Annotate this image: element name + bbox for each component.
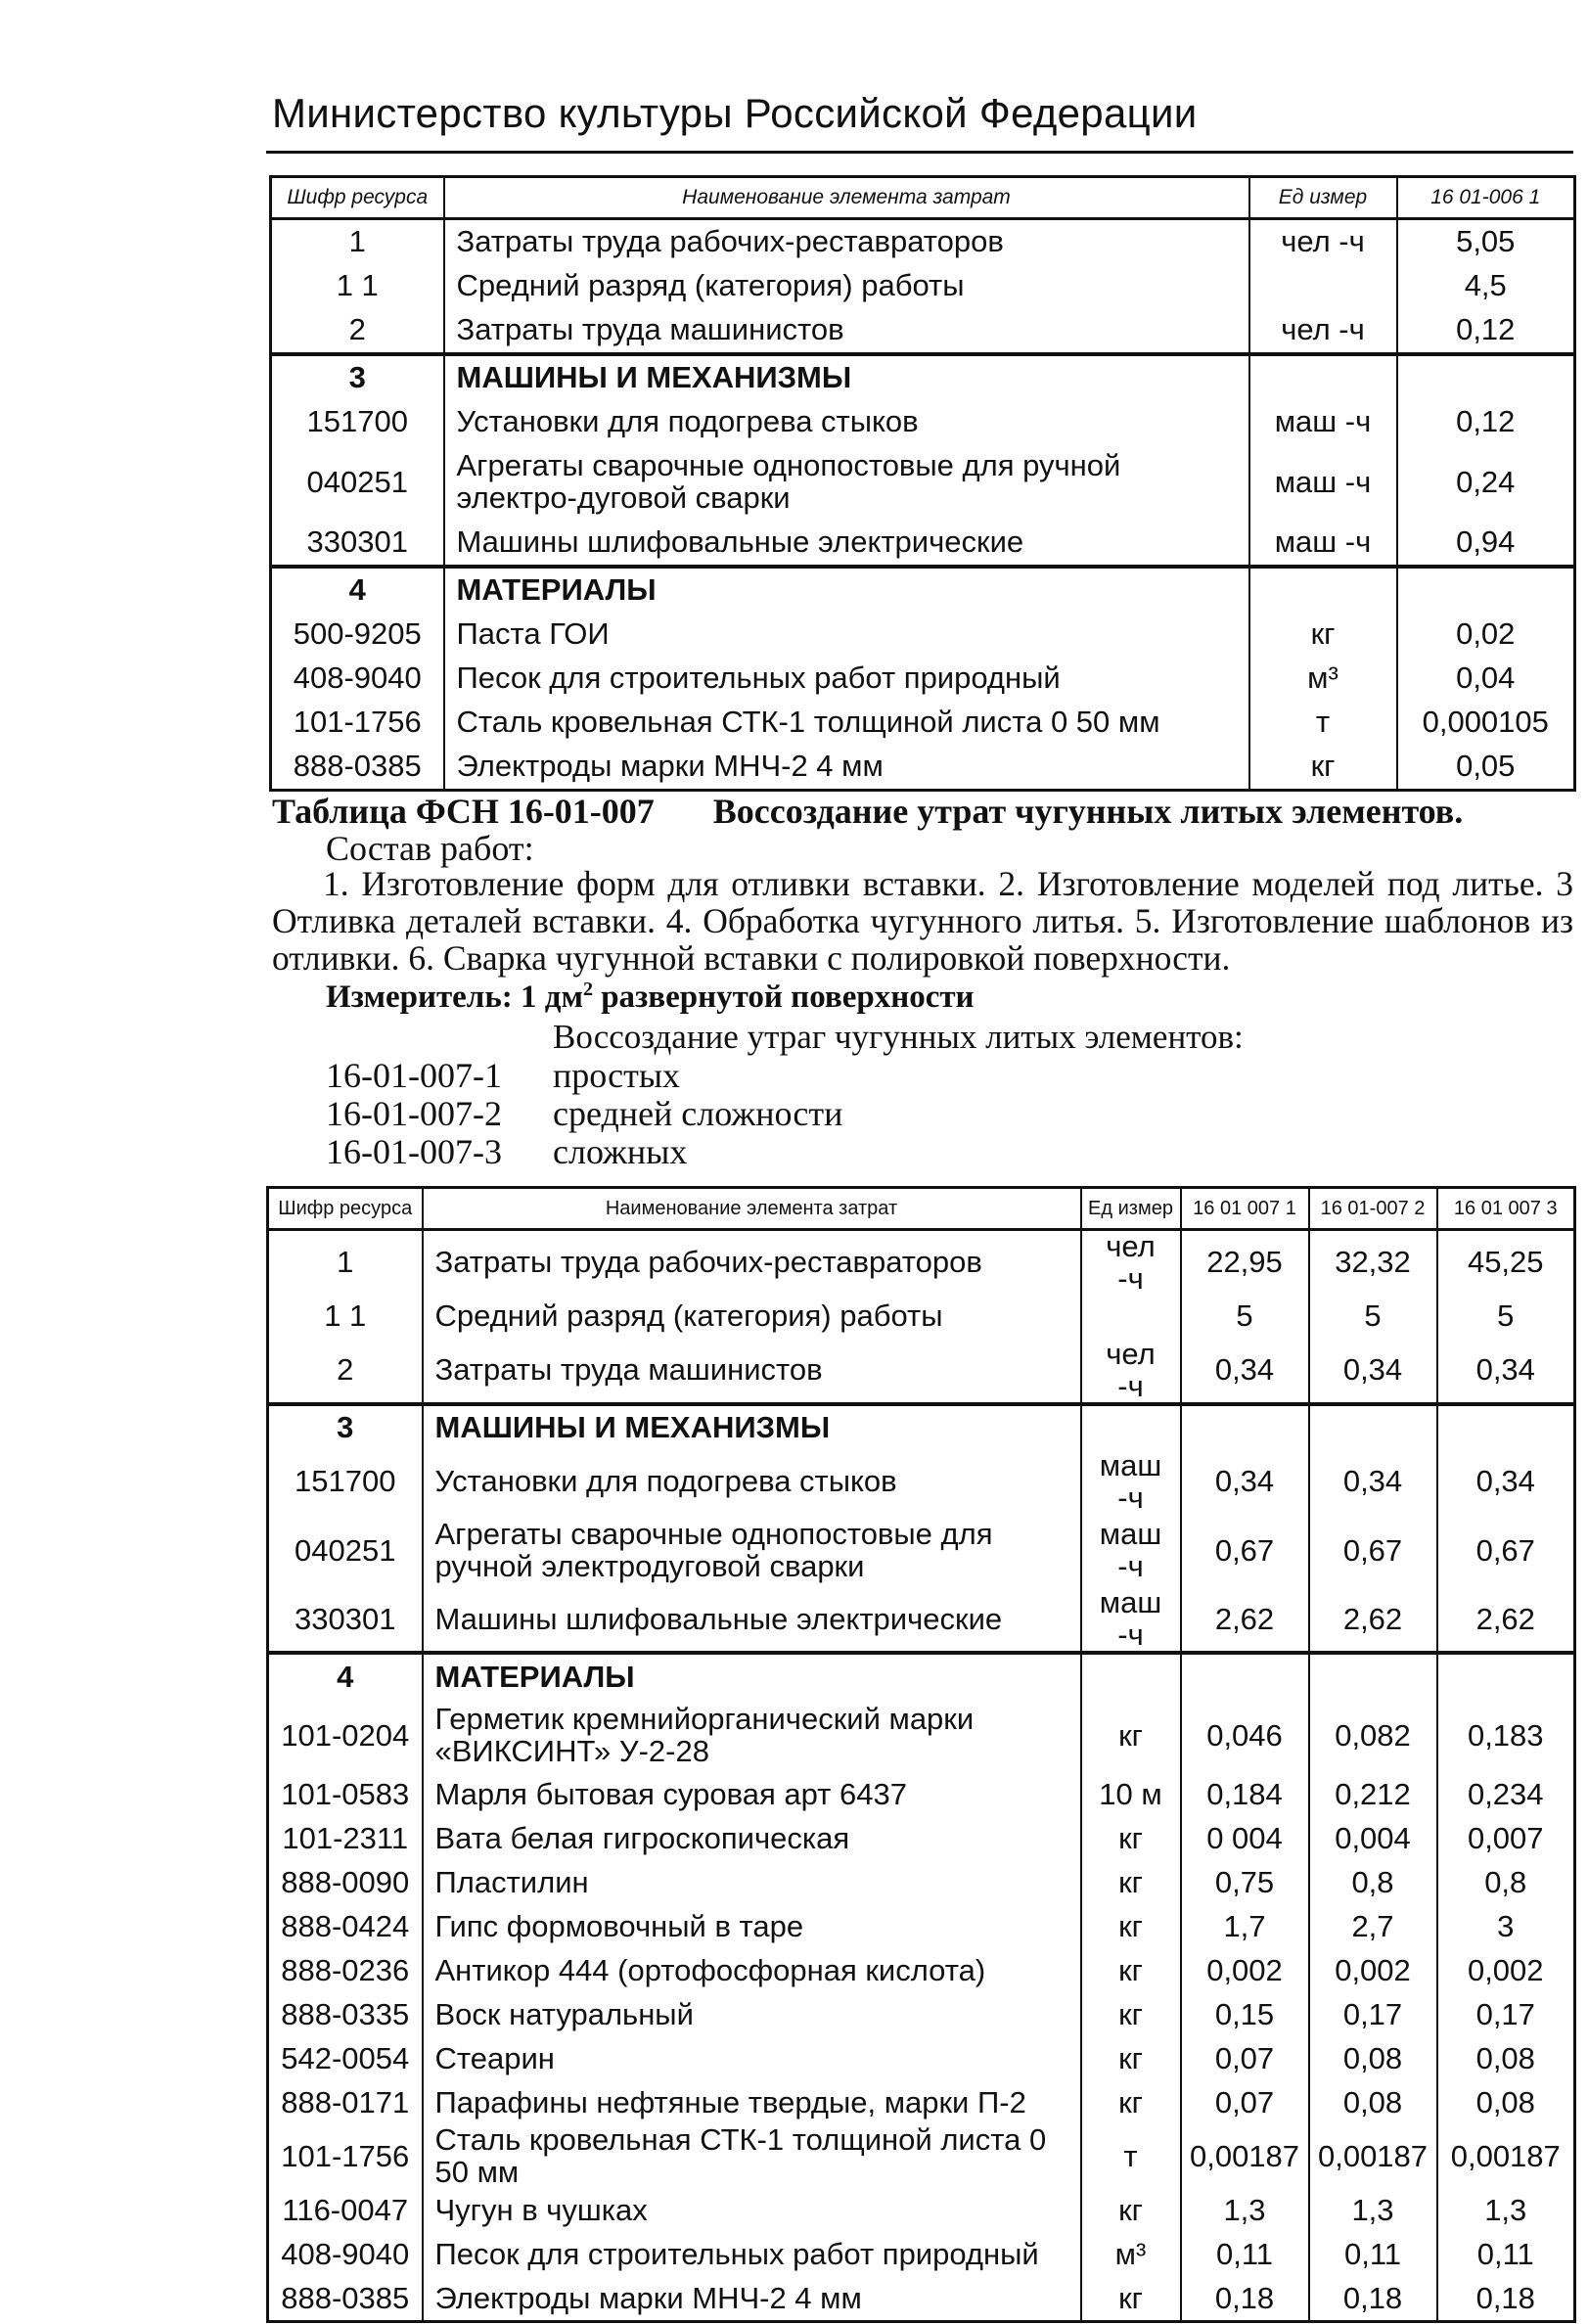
code-cell: 888-0385 bbox=[268, 2276, 423, 2322]
value-cell-v1: 22,95 bbox=[1181, 1230, 1309, 1296]
code-cell: 4 bbox=[268, 1653, 423, 1699]
code-cell: 888-0385 bbox=[271, 745, 444, 791]
value-cell-v1: 0,34 bbox=[1181, 1339, 1309, 1404]
value-cell-v2: 0,11 bbox=[1309, 2232, 1437, 2276]
unit-cell bbox=[1081, 1653, 1181, 1699]
table-row bbox=[268, 1772, 1575, 1816]
code-cell: 888-0335 bbox=[268, 1992, 423, 2036]
unit-cell: 10 м bbox=[1081, 1772, 1181, 1816]
page-header: Министерство культуры Российской Федерации bbox=[272, 90, 1198, 136]
header-unit: Ед измер bbox=[1081, 1188, 1181, 1230]
code-cell: 151700 bbox=[271, 400, 444, 444]
table-row bbox=[271, 613, 1575, 657]
header-col1: 16 01 007 1 bbox=[1181, 1188, 1309, 1230]
value-cell-v3: 1,3 bbox=[1437, 2188, 1575, 2232]
section-row bbox=[271, 354, 1575, 400]
name-cell: Стеарин bbox=[423, 2036, 1081, 2080]
value-cell-v2: 1,3 bbox=[1309, 2188, 1437, 2232]
value-cell-v1: 0,04 bbox=[1397, 657, 1575, 701]
variant-label: средней сложности bbox=[553, 1094, 843, 1133]
code-cell: 101-0204 bbox=[268, 1699, 423, 1772]
table-row bbox=[271, 308, 1575, 354]
value-cell-v3: 0,007 bbox=[1437, 1816, 1575, 1860]
code-cell: 1 bbox=[268, 1230, 423, 1296]
value-cell-v2: 0,18 bbox=[1309, 2276, 1437, 2322]
variant-code: 16-01-007-1 bbox=[326, 1056, 502, 1095]
code-cell: 151700 bbox=[268, 1450, 423, 1514]
value-cell-v1: 0,24 bbox=[1397, 444, 1575, 521]
code-cell: 888-0171 bbox=[268, 2080, 423, 2124]
value-cell-v3: 0,34 bbox=[1437, 1450, 1575, 1514]
code-cell: 1 1 bbox=[268, 1295, 423, 1339]
value-cell-v1: 1,3 bbox=[1181, 2188, 1309, 2232]
value-cell-v1: 0,18 bbox=[1181, 2276, 1309, 2322]
variant-code: 16-01-007-3 bbox=[326, 1132, 502, 1171]
value-cell-v1: 0,000105 bbox=[1397, 701, 1575, 745]
name-cell: Песок для строительных работ природный bbox=[444, 657, 1249, 701]
name-cell: МАТЕРИАЛЫ bbox=[444, 567, 1249, 613]
composition-text: 1. Изготовление форм для отливки вставки. 2. Изготовление моделей под литье. 3 Отливка деталей вставки. 4. Обработка чугунного литья. 5. Изготовление шаблонов из отливки. 6. Сварка чугунной вставки с полировкой поверхности. bbox=[272, 864, 1573, 978]
code-cell: 040251 bbox=[268, 1514, 423, 1587]
header-name: Наименование элемента затрат bbox=[444, 177, 1249, 219]
code-cell: 2 bbox=[268, 1339, 423, 1404]
value-cell-v2: 0,17 bbox=[1309, 1992, 1437, 2036]
value-cell-v3: 0,183 bbox=[1437, 1699, 1575, 1772]
table-row bbox=[268, 1816, 1575, 1860]
unit-cell: кг bbox=[1081, 1904, 1181, 1948]
header-unit: Ед измер bbox=[1249, 177, 1397, 219]
unit-cell: чел -ч bbox=[1081, 1230, 1181, 1296]
value-cell-v3: 3 bbox=[1437, 1904, 1575, 1948]
unit-cell: кг bbox=[1249, 613, 1397, 657]
value-cell-v1: 0,02 bbox=[1397, 613, 1575, 657]
value-cell-v1: 2,62 bbox=[1181, 1587, 1309, 1653]
value-cell-v3: 0,34 bbox=[1437, 1339, 1575, 1404]
unit-cell bbox=[1081, 1295, 1181, 1339]
header-name: Наименование элемента затрат bbox=[423, 1188, 1081, 1230]
section-row bbox=[268, 1653, 1575, 1699]
value-cell-v3: 0,08 bbox=[1437, 2036, 1575, 2080]
unit-cell: м³ bbox=[1249, 657, 1397, 701]
unit-cell bbox=[1249, 354, 1397, 400]
value-cell-v1: 0 004 bbox=[1181, 1816, 1309, 1860]
name-cell: Чугун в чушках bbox=[423, 2188, 1081, 2232]
name-cell: Затраты труда рабочих-реставраторов bbox=[444, 219, 1249, 265]
variant-row bbox=[326, 1093, 842, 1134]
name-cell: Марля бытовая суровая арт 6437 bbox=[423, 1772, 1081, 1816]
value-cell-v1: 0,34 bbox=[1181, 1450, 1309, 1514]
value-cell-v3: 0,002 bbox=[1437, 1948, 1575, 1992]
unit-cell: маш -ч bbox=[1249, 444, 1397, 521]
table-row bbox=[268, 2276, 1575, 2322]
value-cell-v1: 0,11 bbox=[1181, 2232, 1309, 2276]
unit-cell: кг bbox=[1081, 1699, 1181, 1772]
value-cell-v3: 0,18 bbox=[1437, 2276, 1575, 2322]
table-header-row bbox=[268, 1188, 1575, 1230]
code-cell: 040251 bbox=[271, 444, 444, 521]
variant-label: простых bbox=[553, 1056, 681, 1095]
code-cell: 888-0090 bbox=[268, 1860, 423, 1904]
table-row bbox=[271, 657, 1575, 701]
value-cell-v3: 0,67 bbox=[1437, 1514, 1575, 1587]
name-cell: Сталь кровельная СТК-1 толщиной листа 0 50 мм bbox=[423, 2124, 1081, 2188]
value-cell-v3: 0,00187 bbox=[1437, 2124, 1575, 2188]
value-cell-v2: 2,7 bbox=[1309, 1904, 1437, 1948]
unit-cell: маш -ч bbox=[1249, 400, 1397, 444]
header-code: Шифр ресурса bbox=[268, 1188, 423, 1230]
table-row bbox=[268, 1514, 1575, 1587]
code-cell: 101-1756 bbox=[271, 701, 444, 745]
table-row bbox=[271, 701, 1575, 745]
unit-cell: маш -ч bbox=[1081, 1514, 1181, 1587]
value-cell-v2 bbox=[1309, 1653, 1437, 1699]
name-cell: Антикор 444 (ортофосфорная кислота) bbox=[423, 1948, 1081, 1992]
code-cell: 101-0583 bbox=[268, 1772, 423, 1816]
table-row bbox=[271, 219, 1575, 265]
value-cell-v2: 0,00187 bbox=[1309, 2124, 1437, 2188]
name-cell: Средний разряд (категория) работы bbox=[423, 1295, 1081, 1339]
value-cell-v2: 0,002 bbox=[1309, 1948, 1437, 1992]
value-cell-v1: 5,05 bbox=[1397, 219, 1575, 265]
meter-rest: развернутой поверхности bbox=[592, 980, 975, 1015]
value-cell-v1: 0,00187 bbox=[1181, 2124, 1309, 2188]
name-cell: Пластилин bbox=[423, 1860, 1081, 1904]
code-cell: 888-0424 bbox=[268, 1904, 423, 1948]
table-row bbox=[268, 2124, 1575, 2188]
code-cell: 330301 bbox=[268, 1587, 423, 1653]
meter-label-text: Измеритель: 1 дм bbox=[326, 980, 583, 1015]
unit-cell: т bbox=[1249, 701, 1397, 745]
value-cell-v1 bbox=[1181, 1404, 1309, 1450]
table-body bbox=[268, 1230, 1575, 2322]
code-cell: 101-2311 bbox=[268, 1816, 423, 1860]
code-cell: 101-1756 bbox=[268, 2124, 423, 2188]
name-cell: Средний разряд (категория) работы bbox=[444, 264, 1249, 308]
value-cell-v2: 0,082 bbox=[1309, 1699, 1437, 1772]
value-cell-v1: 0,75 bbox=[1181, 1860, 1309, 1904]
value-cell-v3 bbox=[1437, 1653, 1575, 1699]
value-cell-v2: 0,34 bbox=[1309, 1339, 1437, 1404]
name-cell: Электроды марки МНЧ-2 4 мм bbox=[423, 2276, 1081, 2322]
table-row bbox=[268, 2232, 1575, 2276]
unit-cell: кг bbox=[1081, 2036, 1181, 2080]
table-row bbox=[268, 1699, 1575, 1772]
variant-label: сложных bbox=[553, 1132, 688, 1171]
table-row bbox=[271, 745, 1575, 791]
header-col1: 16 01-006 1 bbox=[1397, 177, 1575, 219]
value-cell-v3: 0,08 bbox=[1437, 2080, 1575, 2124]
name-cell: Воск натуральный bbox=[423, 1992, 1081, 2036]
table-row bbox=[268, 1992, 1575, 2036]
value-cell-v3: 0,17 bbox=[1437, 1992, 1575, 2036]
unit-cell bbox=[1081, 1404, 1181, 1450]
value-cell-v2 bbox=[1309, 1404, 1437, 1450]
unit-cell: т bbox=[1081, 2124, 1181, 2188]
composition-label: Состав работ: bbox=[326, 829, 534, 868]
table-row bbox=[271, 521, 1575, 567]
name-cell: Затраты труда машинистов bbox=[444, 308, 1249, 354]
name-cell: МАШИНЫ И МЕХАНИЗМЫ bbox=[423, 1404, 1081, 1450]
name-cell: Паста ГОИ bbox=[444, 613, 1249, 657]
name-cell: Агрегаты сварочные однопостовые для ручной электро-дуговой сварки bbox=[444, 444, 1249, 521]
table-row bbox=[268, 1860, 1575, 1904]
unit-cell: кг bbox=[1081, 2276, 1181, 2322]
table-title bbox=[272, 791, 1463, 832]
variant-code: 16-01-007-2 bbox=[326, 1094, 502, 1133]
name-cell: Гипс формовочный в таре bbox=[423, 1904, 1081, 1948]
code-cell: 1 bbox=[271, 219, 444, 265]
value-cell-v1: 1,7 bbox=[1181, 1904, 1309, 1948]
name-cell: Вата белая гигроскопическая bbox=[423, 1816, 1081, 1860]
unit-cell: кг bbox=[1081, 1860, 1181, 1904]
unit-cell: чел -ч bbox=[1081, 1339, 1181, 1404]
variant-row bbox=[326, 1055, 680, 1096]
table-row bbox=[271, 264, 1575, 308]
code-cell: 888-0236 bbox=[268, 1948, 423, 1992]
code-cell: 408-9040 bbox=[268, 2232, 423, 2276]
value-cell-v1: 0,12 bbox=[1397, 308, 1575, 354]
table-row bbox=[268, 1450, 1575, 1514]
name-cell: Песок для строительных работ природный bbox=[423, 2232, 1081, 2276]
table-row bbox=[268, 1230, 1575, 1296]
value-cell-v2: 0,212 bbox=[1309, 1772, 1437, 1816]
unit-cell: чел -ч bbox=[1249, 219, 1397, 265]
unit-cell: кг bbox=[1081, 1992, 1181, 2036]
table-row bbox=[268, 2080, 1575, 2124]
header-code: Шифр ресурса bbox=[271, 177, 444, 219]
unit-cell: кг bbox=[1249, 745, 1397, 791]
unit-cell: маш -ч bbox=[1249, 521, 1397, 567]
table-row bbox=[268, 1948, 1575, 1992]
value-cell-v1: 0,07 bbox=[1181, 2080, 1309, 2124]
code-cell: 2 bbox=[271, 308, 444, 354]
table-16-01-007 bbox=[266, 1186, 1576, 2323]
unit-cell: м³ bbox=[1081, 2232, 1181, 2276]
name-cell: Герметик кремнийорганический марки «ВИКСИНТ» У-2-28 bbox=[423, 1699, 1081, 1772]
value-cell-v1 bbox=[1397, 567, 1575, 613]
code-cell: 408-9040 bbox=[271, 657, 444, 701]
unit-cell: чел -ч bbox=[1249, 308, 1397, 354]
code-cell: 330301 bbox=[271, 521, 444, 567]
value-cell-v2: 0,08 bbox=[1309, 2036, 1437, 2080]
table-row bbox=[268, 2036, 1575, 2080]
header-rule bbox=[266, 151, 1573, 154]
name-cell: Машины шлифовальные электрические bbox=[423, 1587, 1081, 1653]
unit-cell: маш -ч bbox=[1081, 1587, 1181, 1653]
value-cell-v2: 0,67 bbox=[1309, 1514, 1437, 1587]
code-cell: 500-9205 bbox=[271, 613, 444, 657]
value-cell-v2: 0,8 bbox=[1309, 1860, 1437, 1904]
value-cell-v2: 0,004 bbox=[1309, 1816, 1437, 1860]
value-cell-v3: 0,234 bbox=[1437, 1772, 1575, 1816]
table-body bbox=[271, 219, 1575, 791]
variants-intro: Воссоздание утраг чугунных литых элементов: bbox=[553, 1018, 1244, 1056]
table-16-01-006 bbox=[269, 175, 1576, 792]
meter-sup: 2 bbox=[582, 979, 593, 1000]
value-cell-v1: 0,12 bbox=[1397, 400, 1575, 444]
name-cell: Сталь кровельная СТК-1 толщиной листа 0 50 мм bbox=[444, 701, 1249, 745]
value-cell-v3 bbox=[1437, 1404, 1575, 1450]
unit-cell: кг bbox=[1081, 1948, 1181, 1992]
unit-cell: маш -ч bbox=[1081, 1450, 1181, 1514]
table-row bbox=[268, 1339, 1575, 1404]
table-row bbox=[271, 444, 1575, 521]
value-cell-v1: 4,5 bbox=[1397, 264, 1575, 308]
name-cell: Электроды марки МНЧ-2 4 мм bbox=[444, 745, 1249, 791]
value-cell-v1: 0,94 bbox=[1397, 521, 1575, 567]
value-cell-v2: 32,32 bbox=[1309, 1230, 1437, 1296]
value-cell-v3: 0,8 bbox=[1437, 1860, 1575, 1904]
code-cell: 3 bbox=[271, 354, 444, 400]
value-cell-v1: 0,07 bbox=[1181, 2036, 1309, 2080]
name-cell: Машины шлифовальные электрические bbox=[444, 521, 1249, 567]
table-title-text: Воссоздание утрат чугунных литых элементов. bbox=[712, 792, 1464, 831]
table-header-row bbox=[271, 177, 1575, 219]
unit-cell: кг bbox=[1081, 2188, 1181, 2232]
value-cell-v3: 45,25 bbox=[1437, 1230, 1575, 1296]
code-cell: 1 1 bbox=[271, 264, 444, 308]
unit-cell: кг bbox=[1081, 2080, 1181, 2124]
value-cell-v1: 0,184 bbox=[1181, 1772, 1309, 1816]
code-cell: 116-0047 bbox=[268, 2188, 423, 2232]
value-cell-v3: 5 bbox=[1437, 1295, 1575, 1339]
header-col2: 16 01-007 2 bbox=[1309, 1188, 1437, 1230]
code-cell: 4 bbox=[271, 567, 444, 613]
value-cell-v1: 0,046 bbox=[1181, 1699, 1309, 1772]
name-cell: Агрегаты сварочные однопостовые для ручной электродуговой сварки bbox=[423, 1514, 1081, 1587]
table-row bbox=[268, 1904, 1575, 1948]
value-cell-v2: 2,62 bbox=[1309, 1587, 1437, 1653]
value-cell-v1: 5 bbox=[1181, 1295, 1309, 1339]
unit-cell bbox=[1249, 264, 1397, 308]
value-cell-v1: 0,05 bbox=[1397, 745, 1575, 791]
unit-cell: кг bbox=[1081, 1816, 1181, 1860]
name-cell: Парафины нефтяные твердые, марки П-2 bbox=[423, 2080, 1081, 2124]
name-cell: Установки для подогрева стыков bbox=[423, 1450, 1081, 1514]
table-row bbox=[268, 2188, 1575, 2232]
table-row bbox=[268, 1295, 1575, 1339]
value-cell-v1 bbox=[1181, 1653, 1309, 1699]
name-cell: Установки для подогрева стыков bbox=[444, 400, 1249, 444]
value-cell-v1: 0,67 bbox=[1181, 1514, 1309, 1587]
table-title-code: Таблица ФСН 16-01-007 bbox=[272, 792, 655, 831]
value-cell-v3: 0,11 bbox=[1437, 2232, 1575, 2276]
value-cell-v3: 2,62 bbox=[1437, 1587, 1575, 1653]
name-cell: МАШИНЫ И МЕХАНИЗМЫ bbox=[444, 354, 1249, 400]
section-row bbox=[271, 567, 1575, 613]
name-cell: Затраты труда рабочих-реставраторов bbox=[423, 1230, 1081, 1296]
meter-label bbox=[326, 979, 975, 1016]
section-row bbox=[268, 1404, 1575, 1450]
table-row bbox=[271, 400, 1575, 444]
unit-cell bbox=[1249, 567, 1397, 613]
value-cell-v2: 0,34 bbox=[1309, 1450, 1437, 1514]
table-row bbox=[268, 1587, 1575, 1653]
value-cell-v1: 0,15 bbox=[1181, 1992, 1309, 2036]
code-cell: 542-0054 bbox=[268, 2036, 423, 2080]
name-cell: Затраты труда машинистов bbox=[423, 1339, 1081, 1404]
header-col3: 16 01 007 3 bbox=[1437, 1188, 1575, 1230]
value-cell-v1: 0,002 bbox=[1181, 1948, 1309, 1992]
value-cell-v1 bbox=[1397, 354, 1575, 400]
value-cell-v2: 5 bbox=[1309, 1295, 1437, 1339]
name-cell: МАТЕРИАЛЫ bbox=[423, 1653, 1081, 1699]
variant-row bbox=[326, 1131, 687, 1172]
value-cell-v2: 0,08 bbox=[1309, 2080, 1437, 2124]
code-cell: 3 bbox=[268, 1404, 423, 1450]
